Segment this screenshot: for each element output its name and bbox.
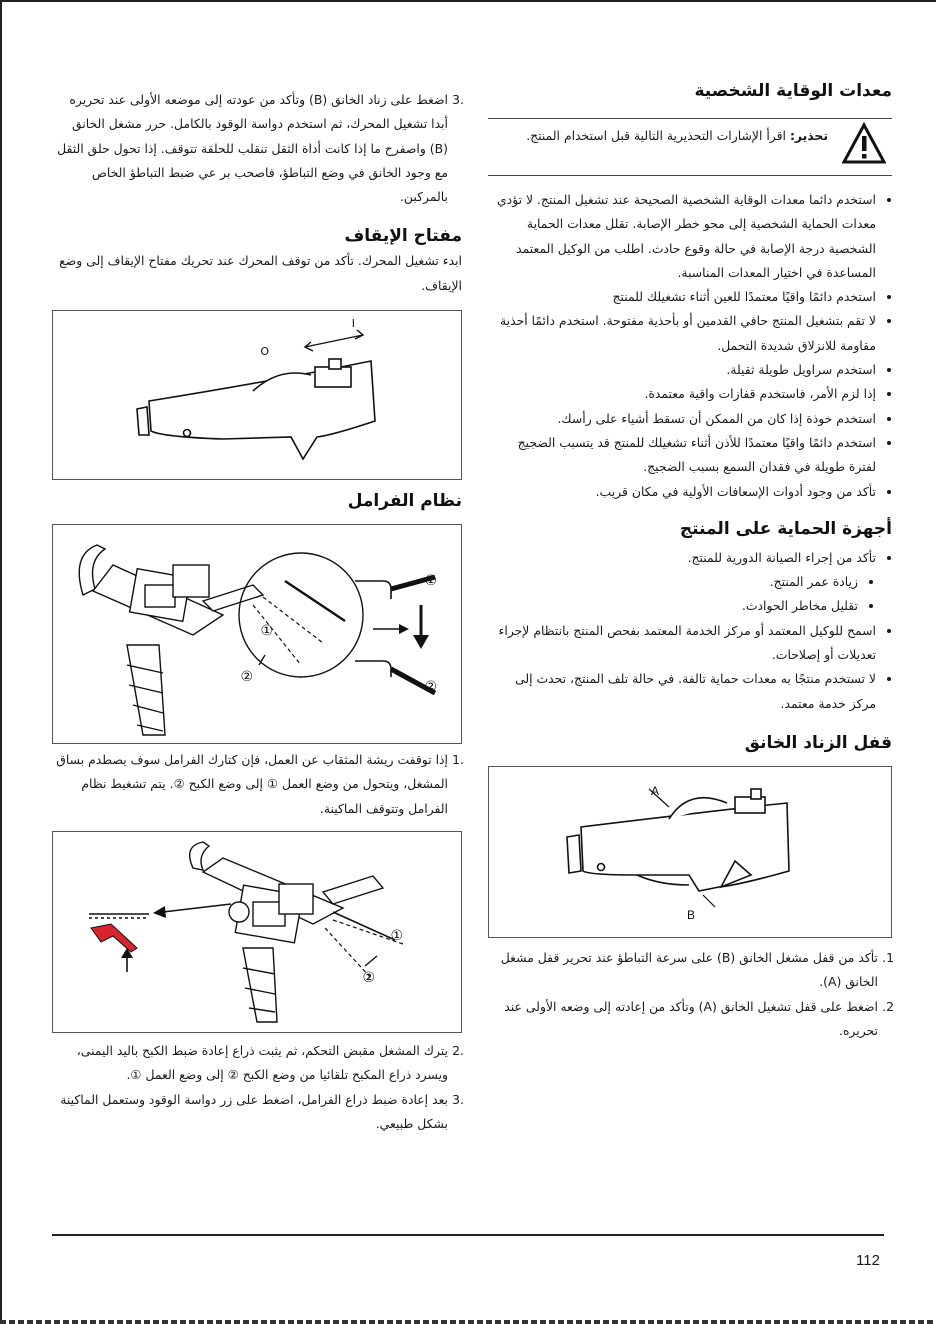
step-number: .1 (882, 949, 894, 965)
lock-heading: قفل الزناد الخانق (744, 732, 892, 753)
list-item: • استخدم دائمًا واقيًا معتمدًا للعين أثناء تشغيلك للمنتج (488, 285, 876, 309)
brake-reset-figure (52, 831, 462, 1033)
list-item: • اسمح للوكيل المعتمد أو مركز الخدمة المعتمد بفحص المنتج بانتظام لإجراء تعديلات أو إصلاحات. (488, 619, 876, 668)
list-item: • إذا لزم الأمر، فاستخدم قفازات واقية معتمدة. (488, 382, 876, 406)
step-text: إذا توقفت ريشة المثقاب عن العمل، فإن كتارك الفرامل سوف يصطدم بساق المشغل، ويتحول من وضع العمل ① إلى وضع الكبح ②. يتم تشغيط نظام الفرامل وتتوقف الماكينة. (56, 752, 448, 816)
position-work-label: ① (424, 573, 437, 590)
warning-label: تحذير: (789, 128, 828, 143)
label-b: B (686, 907, 695, 922)
list-item: • لا تقم بتشغيل المنتج حافي القدمين أو بأحذية مفتوحة. استخدم دائمًا أحذية مقاومة للانزلاق شديدة التحمل. (488, 309, 876, 358)
list-item: • استخدم سراويل طويلة ثقيلة. (488, 358, 876, 382)
warning-triangle-icon (842, 122, 886, 170)
safety-list (488, 188, 892, 504)
brake-steps-part2 (52, 1039, 462, 1136)
step-number: 2. (452, 1042, 464, 1058)
reset-work-label: ① (390, 927, 403, 944)
throttle-step-3 (52, 88, 462, 209)
list-item (52, 1088, 464, 1137)
list-item (488, 995, 894, 1044)
step-number: 3. (452, 92, 464, 107)
warning-box (488, 118, 892, 176)
step-text: يترك المشغل مقبض التحكم، ثم يثبت ذراع إعادة ضبط الكبح باليد اليمنى، ويسرد ذراع المكبح تلقائيا من وضع الكبح ② إلى وضع العمل ①. (76, 1042, 448, 1083)
step-text: بعد إعادة ضبط ذراع الفرامل، اضغط على زر دواسة الوقود وستعمل الماكينة بشكل طبيعي. (60, 1091, 448, 1131)
stop-switch-figure (52, 310, 462, 480)
list-item (52, 1039, 464, 1088)
list-item: • استخدم خوذة إذا كان من الممكن أن تسقط أشياء على رأسك. (488, 407, 876, 431)
zoom-brake-label: ② (240, 669, 253, 686)
safety-heading: معدات الوقاية الشخصية (694, 81, 892, 101)
warning-body: اقرأ الإشارات التحذيرية التالية قبل استخدام المنتج. (526, 128, 786, 143)
reset-brake-label: ② (362, 969, 375, 986)
devices-heading: أجهزة الحماية على المنتج (679, 518, 892, 539)
left-column (52, 88, 462, 1136)
switch-label-i: I (351, 317, 355, 331)
step-number: .2 (882, 998, 894, 1014)
brake-reset-illustration (53, 832, 461, 1032)
step-number: 3. (452, 1091, 464, 1107)
throttle-lock-figure (488, 766, 892, 938)
list-item: • لا تستخدم منتجًا به معدات حماية تالفة. في حالة تلف المنتج، تحدث إلى مركز خدمة معتمد. (488, 667, 876, 716)
step-text: اضغط على زناد الخانق (B) وتأكد من عودته إلى موضعه الأولى عند تحريره أبدا تشغيل المحرك، ثم استخدم دواسة الوقود بالكامل. حرر مشغل الخانق (B) واصفرح ما إذا كانت أداة الثقل تنقلب للحلقة تتوقف. إذا تحول حلق الثقل مع وجود الخانق في وضع التباطؤ، فاصحب بر عي ضبط التباطؤ الخاص بالمركبن. (57, 92, 448, 205)
list-item: • استخدم دائما معدات الوقاية الشخصية الصحيحة عند تشغيل المنتج. لا تؤدي معدات الحماية الشخصية إلى محو خطر الإصابة. تقلل معدات الحماية الشخصية درجة الإصابة في حالة وقوع حادث. اطلب من الوكيل المعتمد المساعدة في اختيار المعدات المناسبة. (488, 188, 876, 285)
list-item (52, 88, 464, 209)
throttle-handle-illustration (489, 767, 891, 937)
position-brake-label: ② (424, 679, 437, 696)
label-a: A (650, 783, 659, 798)
list-item (52, 748, 464, 821)
warning-text (492, 124, 828, 148)
page-number: 112 (856, 1252, 880, 1269)
stop-switch-heading: مفتاح الإيقاف (344, 226, 462, 247)
list-item: • تأكد من وجود أدوات الإسعافات الأولية في مكان قريب. (488, 480, 876, 504)
list-item (488, 546, 876, 619)
brake-figure (52, 524, 462, 744)
page-frame-left (0, 0, 2, 1324)
right-column (488, 78, 892, 1043)
devices-sublist (488, 570, 876, 619)
step-number: 1. (452, 752, 464, 768)
lock-steps (488, 946, 892, 1043)
list-item: • زيادة عمر المنتج. (488, 570, 858, 594)
switch-label-o: O (260, 345, 269, 359)
devices-list (488, 546, 892, 716)
step-text: اضغط على قفل تشغيل الخانق (A) وتأكد من إعادته إلى وضعه الأولى عند تحريره. (504, 998, 878, 1038)
list-item: • استخدم دائمًا واقيًا معتمدًا للأذن أثناء تشغيلك للمنتج قد يتسبب الضجيج لفترة طويلة في فقدان السمع بسبب الضجيج. (488, 431, 876, 480)
zoom-work-label: ① (260, 623, 273, 640)
step-text: تأكد من قفل مشغل الخانق (B) على سرعة التباطؤ عند تحرير قفل مشغل الخانق (A). (500, 949, 878, 990)
footer-rule (52, 1234, 884, 1236)
brake-heading: نظام الفرامل (347, 491, 462, 512)
brake-steps-part1 (52, 748, 462, 821)
stop-switch-illustration (53, 311, 461, 479)
list-item: • تقليل مخاطر الحوادث. (488, 594, 858, 618)
stop-switch-text: ابدء تشغيل المحرك. تأكد من توقف المحرك عند تحريك مفتاح الإيقاف إلى وضع الإيقاف. (59, 253, 462, 293)
page-frame-top (0, 0, 936, 2)
page-frame-bottom (0, 1320, 936, 1324)
auger-brake-illustration (53, 525, 461, 743)
list-item (488, 946, 894, 995)
list-item-text: تأكد من إجراء الصيانة الدورية للمنتج. (687, 549, 876, 565)
